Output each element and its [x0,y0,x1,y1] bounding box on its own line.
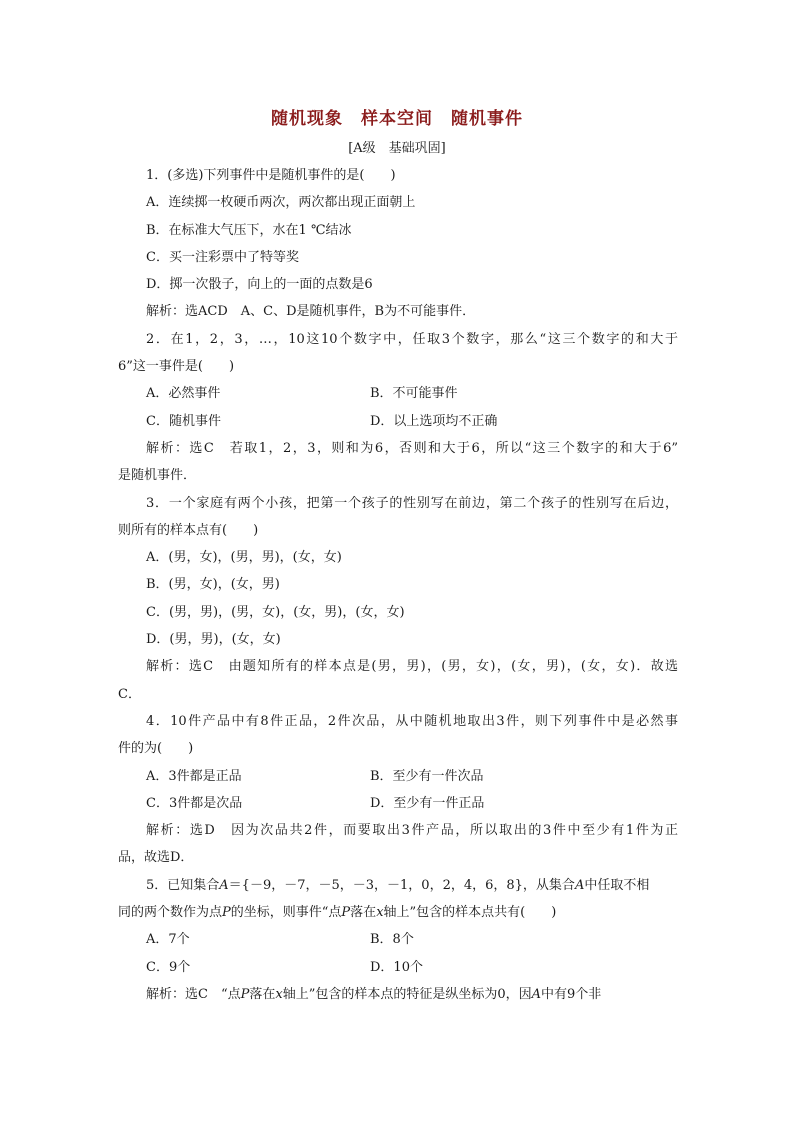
question-3-option-c: C．(男，男)，(男，女)，(女，男)，(女，女) [146,604,405,620]
question-5-stem-line-1 [118,872,678,899]
page-title: 随机现象 样本空间 随机事件 [271,109,523,129]
question-2-option-c: C．随机事件 [146,413,221,429]
point-p-variable: P [240,986,250,1002]
q5-stem-text: 同的两个数作为点 [118,905,223,921]
question-5-option-b: B．8个 [370,932,414,948]
question-1-option-d: D．掷一次骰子，向上的一面的点数是6 [146,277,373,293]
question-1-option-b: B．在标准大气压下，水在1 ℃结冰 [146,222,352,238]
question-2-option-b: B．不可能事件 [370,386,458,402]
question-2-analysis-line-1: 解析：选C 若取1，2，3，则和为6，否则和大于6，所以“这三个数字的和大于6” [146,440,678,456]
x-axis-variable: x [376,905,384,921]
question-4-option-a: A．3件都是正品 [146,768,242,784]
question-1-stem: 1．(多选)下列事件中是随机事件的是( ) [146,168,396,183]
question-5-option-d: D．10个 [370,959,423,975]
question-1-option-c: C．买一注彩票中了特等奖 [146,249,299,265]
question-2-stem-line-2: 6”这一事件是( ) [118,359,235,375]
q5-analysis-text: 轴上”包含的样本点的特征是纵坐标为0，因 [282,986,532,1002]
question-2-option-a: A．必然事件 [146,386,221,402]
question-1-analysis: 解析：选ACD A、C、D是随机事件，B为不可能事件． [146,304,476,320]
question-4-option-d: D．至少有一件正品 [370,795,485,811]
set-a-variable: A [219,877,229,893]
question-5-analysis-line-1 [118,981,678,1008]
q5-stem-text: 落在 [350,905,377,921]
question-3-analysis-line-1: 解析：选C 由题知所有的样本点是(男，男)，(男，女)，(女，男)，(女，女)．故选 [146,659,678,675]
question-3-stem-line-2: 则所有的样本点有( ) [118,522,259,538]
question-2-stem-line-1: 2．在1，2，3，…，10这10个数字中，任取3个数字，那么“这三个数字的和大于 [146,331,678,347]
question-2-option-d: D．以上选项均不正确 [370,413,498,429]
q5-analysis-text: 落在 [249,986,276,1002]
q5-stem-text: 轴上”包含的样本点共有( ) [383,905,557,921]
question-5-stem-line-2 [118,899,678,926]
question-5-options-row-2 [118,954,678,981]
q5-analysis-text: 中有9个非 [541,986,602,1002]
question-3-option-a: A．(男，女)，(男，男)，(女，女) [146,550,342,566]
q5-stem-text: 中任取不相 [584,877,650,893]
question-4-options-row-2 [118,790,678,817]
set-a-variable: A [531,986,542,1002]
q5-analysis-text: 解析：选C “点 [146,986,241,1002]
question-3-option-b: B．(男，女)，(女，男) [146,577,280,593]
q5-stem-text: ＝{－9，－7，－5，－3，－1，0，2，4，6，8}，从集合 [228,877,575,893]
question-4-option-b: B．至少有一件次品 [370,768,484,784]
question-3-option-d: D．(男，男)，(女，女) [146,632,281,648]
point-p-variable: P [222,905,231,921]
x-axis-variable: x [275,986,283,1002]
question-4-analysis-line-1: 解析：选D 因为次品共2件，而要取出3件产品，所以取出的3件中至少有1件为正 [146,823,678,839]
question-1-option-a: A．连续掷一枚硬币两次，两次都出现正面朝上 [146,195,416,211]
question-2-analysis-line-2: 是随机事件． [118,468,197,484]
q5-stem-text: 5．已知集合 [146,877,220,893]
question-2-options-row-2 [118,408,678,435]
level-label: [A级 基础巩固] [348,141,446,156]
question-4-option-c: C．3件都是次品 [146,795,243,811]
question-2-options-row-1 [118,380,678,407]
question-4-analysis-line-2: 品，故选D． [118,850,194,866]
question-3-analysis-line-2: C． [118,686,141,702]
set-a-variable: A [574,877,585,893]
question-5-option-c: C．9个 [146,959,191,975]
question-5-option-a: A．7个 [146,932,190,948]
question-5-options-row-1 [118,926,678,953]
question-list [118,162,678,1008]
question-3-stem-line-1: 3．一个家庭有两个小孩，把第一个孩子的性别写在前边，第二个孩子的性别写在后边， [146,495,678,511]
question-4-stem-line-1: 4．10件产品中有8件正品，2件次品，从中随机地取出3件，则下列事件中是必然事 [146,713,678,729]
point-p-variable: P [341,905,351,921]
question-4-options-row-1 [118,763,678,790]
question-4-stem-line-2: 件的为( ) [118,741,194,757]
q5-stem-text: 的坐标，则事件“点 [230,905,342,921]
